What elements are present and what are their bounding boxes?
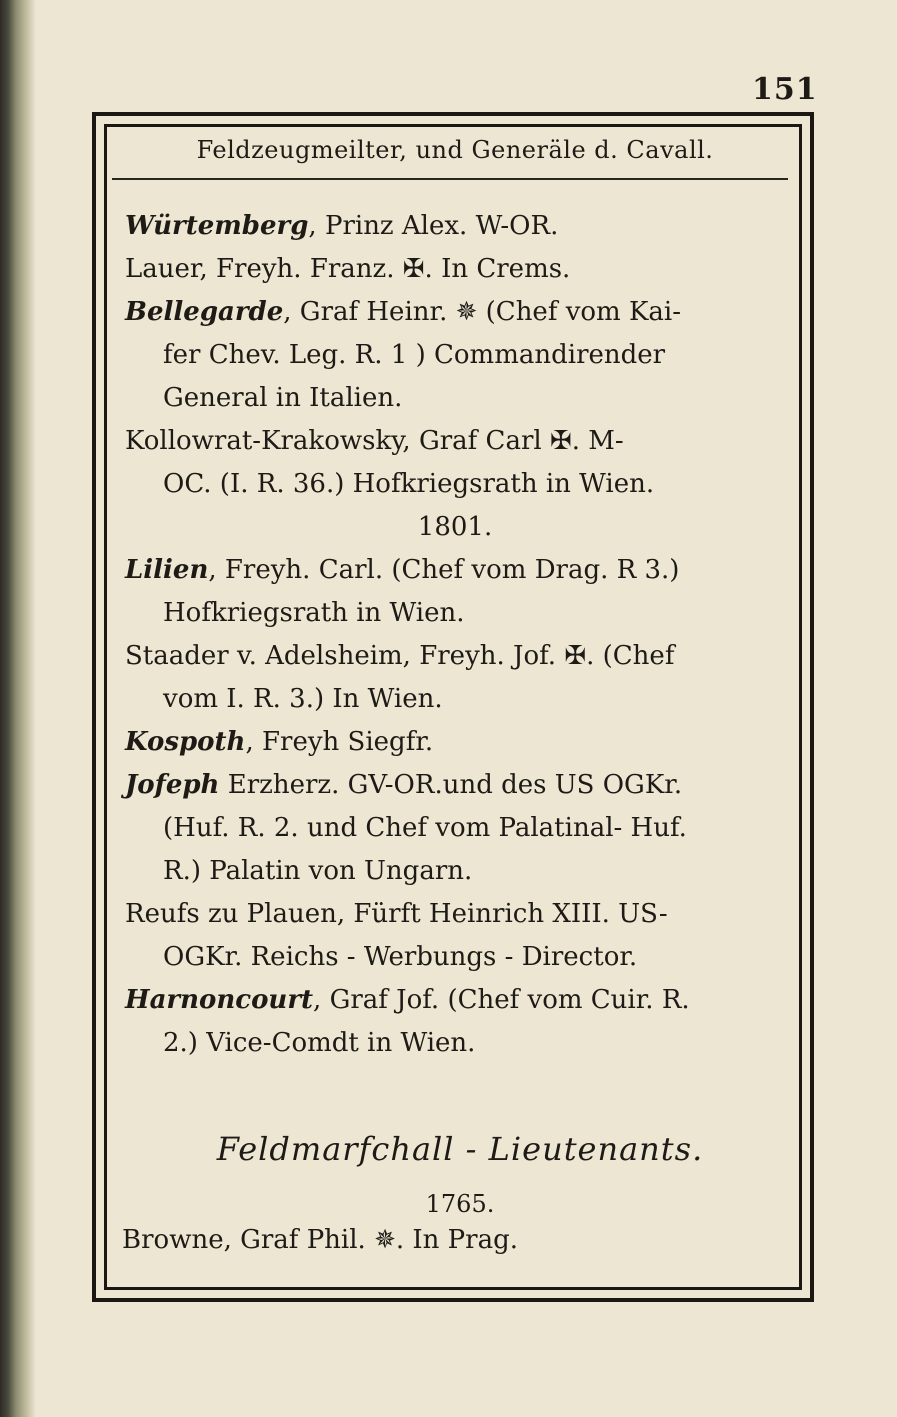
entry-name: Würtemberg [125, 211, 309, 241]
entry-lauer [125, 248, 785, 291]
entry-text: , Freyh Siegfr. [245, 727, 434, 757]
entry-text: Staader v. Adelsheim, Freyh. Jof. ✠. (Chef [125, 641, 675, 671]
entry-name: Bellegarde [125, 297, 284, 327]
entry-text: , Prinz Alex. W-OR. [308, 211, 559, 241]
entry-lilien [125, 549, 785, 635]
entry-text: , Freyh. Carl. (Chef vom Drag. R 3.) [208, 555, 680, 585]
entry-kospoth [125, 721, 785, 764]
entry-continuation: General in Italien. [163, 383, 403, 413]
entry-kollowrat [125, 420, 785, 506]
entry-name: Lilien [125, 555, 209, 585]
section-title: Feldmarfchall - Lieutenants. [216, 1130, 704, 1168]
header-rule [112, 178, 788, 180]
entry-text: Kollowrat-Krakowsky, Graf Carl ✠. M- [125, 426, 624, 456]
entry-harnoncourt [125, 979, 785, 1065]
entry-text: Reufs zu Plauen, Fürft Heinrich XIII. US- [125, 899, 668, 929]
entry-name: Kospoth [125, 727, 246, 757]
entry-continuation: OGKr. Reichs - Werbungs - Director. [163, 942, 638, 972]
entry-reufs [125, 893, 785, 979]
entry-text: , Graf Jof. (Chef vom Cuir. R. [313, 985, 690, 1015]
entry-continuation: 2.) Vice-Comdt in Wien. [163, 1028, 476, 1058]
year-heading-1801: 1801. [417, 512, 493, 542]
page-header: Feldzeugmeilter, und Generäle d. Cavall. [196, 136, 714, 164]
entry-text: , Graf Heinr. ✵ (Chef vom Kai- [283, 297, 681, 327]
entry-text: Lauer, Freyh. Franz. ✠. In Crems. [125, 254, 571, 284]
year-heading-1765: 1765. [425, 1190, 495, 1218]
entry-continuation: fer Chev. Leg. R. 1 ) Commandirender [163, 340, 666, 370]
entry-wuertemberg [125, 205, 785, 248]
page-number: 151 [752, 72, 818, 107]
entries-list [125, 205, 785, 1065]
entry-continuation: (Huf. R. 2. und Chef vom Palatinal- Huf. [163, 813, 687, 843]
entry-text: Erzherz. GV-OR.und des US OGKr. [219, 770, 683, 800]
page-binding-shadow [0, 0, 36, 1417]
entry-bellegarde [125, 291, 785, 420]
entry-continuation: vom I. R. 3.) In Wien. [163, 684, 443, 714]
entry-staader [125, 635, 785, 721]
entry-continuation: OC. (I. R. 36.) Hofkriegsrath in Wien. [163, 469, 655, 499]
entry-name: Harnoncourt [125, 985, 314, 1015]
entry-continuation: R.) Palatin von Ungarn. [163, 856, 473, 886]
entry-browne: Browne, Graf Phil. ✵. In Prag. [122, 1225, 519, 1255]
entry-joseph [125, 764, 785, 893]
entry-continuation: Hofkriegsrath in Wien. [163, 598, 465, 628]
entry-name: Jofeph [125, 770, 220, 800]
